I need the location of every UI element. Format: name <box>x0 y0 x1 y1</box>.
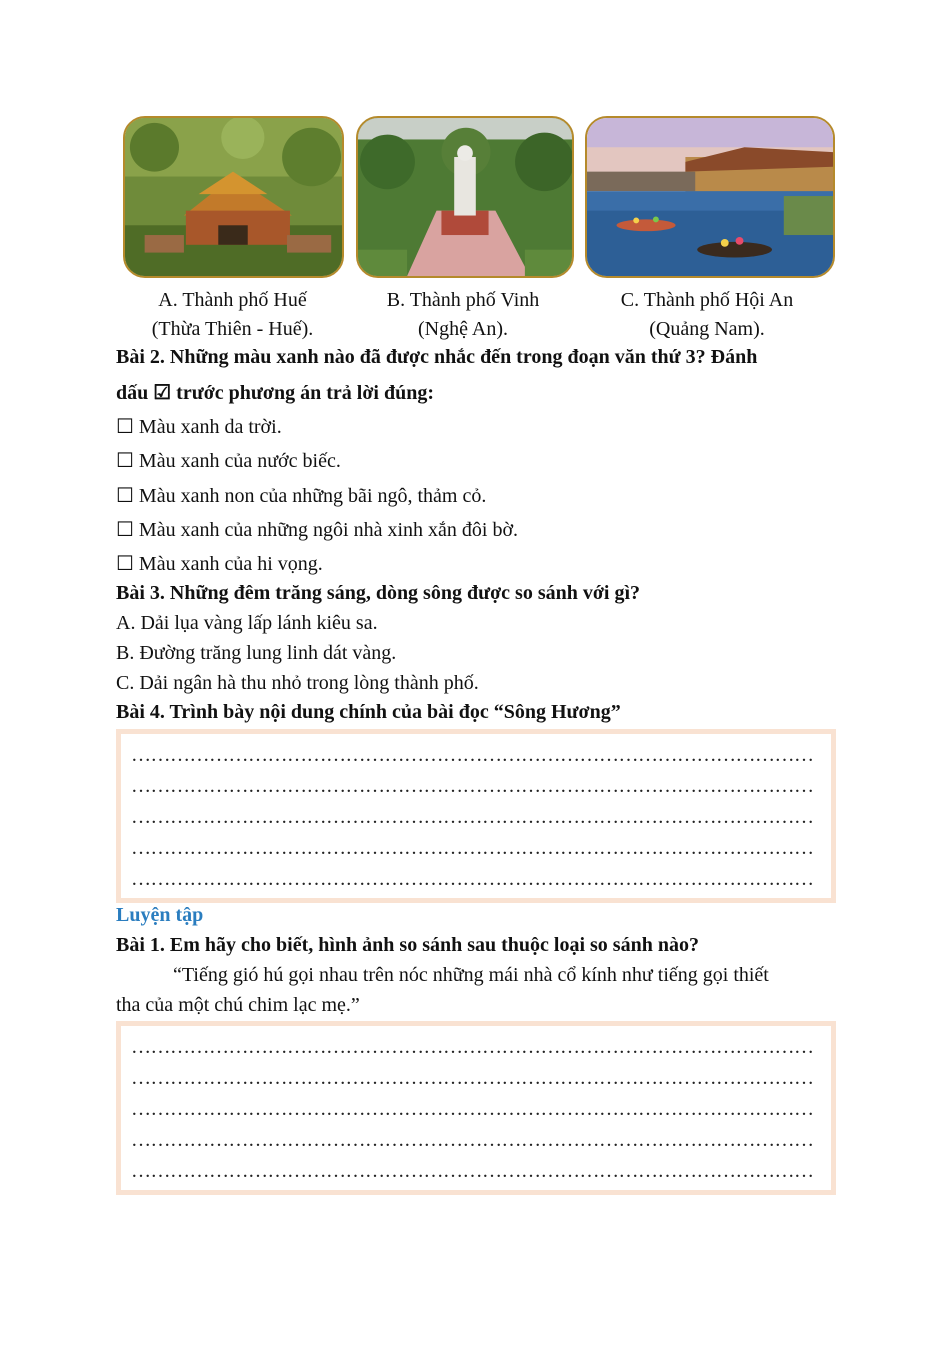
bai3-title: Bài 3. Những đêm trăng sáng, dòng sông được so sánh với gì? <box>116 582 641 604</box>
bai2-option[interactable]: ☐ Màu xanh của hi vọng. <box>116 553 323 575</box>
hoi-an-river-photo <box>585 116 835 278</box>
caption-hue-line2: (Thừa Thiên - Huế). <box>151 318 314 340</box>
luyen-tap-answer-box[interactable] <box>116 1021 836 1195</box>
bai2-title-line1: Bài 2. Những màu xanh nào đã được nhắc đến trong đoạn văn thứ 3? Đánh <box>116 346 758 368</box>
caption-hoi-an <box>582 286 832 344</box>
vinh-statue-photo <box>356 116 574 278</box>
bai4-title: Bài 4. Trình bày nội dung chính của bài đọc “Sông Hương” <box>116 701 621 723</box>
answer-dotted-line[interactable]: …………………………………………………………………………………………… <box>131 1160 814 1182</box>
bai3-option[interactable]: B. Đường trăng lung linh dát vàng. <box>116 642 397 664</box>
bai4-answer-box[interactable] <box>116 729 836 903</box>
answer-dotted-line[interactable]: …………………………………………………………………………………………… <box>131 775 814 797</box>
bai2-option[interactable]: ☐ Màu xanh của những ngôi nhà xinh xắn đôi bờ. <box>116 519 519 541</box>
luyen-tap-bai1-title: Bài 1. Em hãy cho biết, hình ảnh so sánh sau thuộc loại so sánh nào? <box>116 934 699 956</box>
caption-hue-line1: A. Thành phố Huế <box>158 289 307 311</box>
caption-vinh-line1: B. Thành phố Vinh <box>386 289 540 311</box>
caption-hoi-an-line1: C. Thành phố Hội An <box>620 289 794 311</box>
bai3-option[interactable]: C. Dải ngân hà thu nhỏ trong lòng thành phố. <box>116 672 479 694</box>
answer-dotted-line[interactable]: …………………………………………………………………………………………… <box>131 837 814 859</box>
quote-line1: “Tiếng gió hú gọi nhau trên nóc những mái nhà cổ kính như tiếng gọi thiết <box>173 964 769 986</box>
bai2-option[interactable]: ☐ Màu xanh da trời. <box>116 416 282 438</box>
luyen-tap-heading: Luyện tập <box>116 904 204 926</box>
bai2-title-line2: dấu ☑ trước phương án trả lời đúng: <box>116 382 434 404</box>
caption-vinh-line2: (Nghệ An). <box>418 318 508 340</box>
answer-dotted-line[interactable]: …………………………………………………………………………………………… <box>131 744 814 766</box>
bai2-option[interactable]: ☐ Màu xanh của nước biếc. <box>116 450 341 472</box>
quote-line2: tha của một chú chim lạc mẹ.” <box>116 994 360 1016</box>
bai3-option[interactable]: A. Dải lụa vàng lấp lánh kiêu sa. <box>116 612 378 634</box>
answer-dotted-line[interactable]: …………………………………………………………………………………………… <box>131 806 814 828</box>
caption-hue <box>120 286 345 344</box>
answer-dotted-line[interactable]: …………………………………………………………………………………………… <box>131 1098 814 1120</box>
caption-vinh <box>352 286 574 344</box>
answer-dotted-line[interactable]: …………………………………………………………………………………………… <box>131 1129 814 1151</box>
hue-citadel-photo <box>123 116 344 278</box>
answer-dotted-line[interactable]: …………………………………………………………………………………………… <box>131 868 814 890</box>
photo-row <box>123 116 835 282</box>
caption-hoi-an-line2: (Quảng Nam). <box>649 318 765 340</box>
answer-dotted-line[interactable]: …………………………………………………………………………………………… <box>131 1067 814 1089</box>
answer-dotted-line[interactable]: …………………………………………………………………………………………… <box>131 1036 814 1058</box>
bai2-option[interactable]: ☐ Màu xanh non của những bãi ngô, thảm cỏ. <box>116 485 487 507</box>
